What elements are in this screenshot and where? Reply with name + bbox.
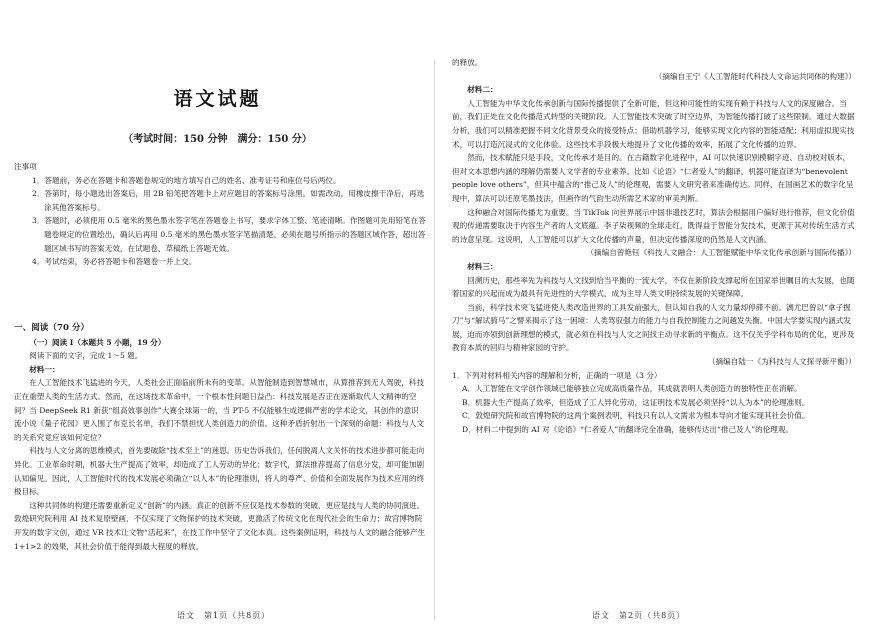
paragraph: 这种融合对国际传播尤为重要。当 TikTok 向世界展示中国非遗技艺时，算法会根据用户偏好进行推荐，但文化价值观的传递需要取决于内容生产者的人文底蕴。李子柒视频的全球走红，既得益于智能分发技术，更源于其对传统生活方式的诗意呈现。这说明，人工智能可以扩大文化传播的声量，但决定传播深度的仍然是人文内涵。: [452, 207, 855, 244]
source-citation: （摘编自王宁《人工智能时代科技人文命运共同体的构建》）: [654, 71, 856, 81]
paragraph: 当前，科学技术突飞猛进使人类改造世界的工具发前强大，但认知自我的人文力量却停滞不前。漓尤巴曾以“拿子握刀”与“解试骑马”之譬来揭示了这一困境：人类驾驭强力的能力与自我控制能力之间越发失衡。中国大学要实现内涵式发展，迫而亦领到创新理想的模式，就必须在科技与人文之间找主动寻求新的平衡点。这不仅关乎学科布局的优化，更涉及教育本质的回归与精神家园的守护。: [452, 302, 855, 353]
exam-title: 语文试题: [173, 88, 262, 110]
paragraph: 这种共同体的构建还需要重新定义“创新”的内涵。真正的创新不应仅是技术参数的突破，更应是技与人类的协同演进。敦煌研究院利用 AI 技术复原壁画，不仅实现了文物保护的技术突破，更激活了传统文化在现代社会的生命力；故宫博物院开发的数字文创，通过 VR 技术让文物“活起来”，在技工作中坚守了文化本真。这些案例证明，科技与人文的融合能够产生 1+1>2 的效果，其社会价值于能得到最大程度的释放。: [14, 500, 426, 551]
section-heading: 一、阅读（70 分）: [14, 323, 90, 333]
source-citation: （摘编自陆一《为科技与人文探寻新平衡》）: [707, 357, 856, 367]
notice-item: 2．答第时，每小题选出答案后，用 2B 铅笔把答题卡上对应题目的答案标号涂黑。如需改动，用橡皮擦干净后，再选涂其他答案标号。: [32, 189, 425, 212]
paragraph: 科技与人文分离的思维模式，首先要破除“技术至上”的迷思。历史告诉我们，任何脱离人文关怀的技术进步都可能走向异化。工业革命时期，机器大生产提高了效率，却造成了工人劳动的异化；数字代，算法推荐提高了信息分发，却可能加剧认知偏见。因此，人工智能时代的技术发展必须确立“以人本”的伦理准则，将人的尊严、价值和全面发展作为技术应用的终极目标。: [14, 446, 425, 497]
question-option: D．材料二中提到的 AI 对《论语》“仁者爱人”的翻译完全准确，能够传达出“推己及人”的伦理观。: [462, 425, 794, 435]
question-option: B．机器大生产提高了效率，但造成了工人异化劳动，这证明技术发展必须坚持“以人为本”的伦理准则。: [462, 397, 810, 407]
question-option: C．敦煌研究院和故宫博物院的这两个案例表明，科技只有以人文需求为根本导向才能实现其社会价值。: [462, 411, 810, 421]
material-label: 材料二：: [467, 85, 498, 95]
exam-subtitle: （考试时间：150 分钟 满分：150 分）: [123, 134, 312, 145]
notice-item: 1．答题前，务必在答题卡和答题卷规定的地方填写自己的姓名、准考证号和座位号后两位。: [32, 175, 341, 185]
notice-header: 注事项: [14, 162, 37, 171]
paragraph: 在人工智能技术飞猛进的今天，人类社会正面临前所未有的变革。从智能制造到智慧城市，从算推荐到无人驾驶，科技正在重塑人类的生活方式。然而，在这场技术革命中，一个根本性问题日益凸：科技发展是否正在逐渐取代人文精神的空间？当 DeepSeek R1 新获“组高效事创作”大赛全球第一的，当 PT-5 不仅能够生成逻辑严密的学术论文，其创作的意识流小说《量子花园》更入围了布克长名单，我们不禁担忧人类创造力的价值。这种矛盾折射出一个深刻的命题：科技与人文的关系究竟应该如何定位？: [14, 378, 425, 442]
notice-item: 4．考试结束，务必将答题卡和答题卷一并上交。: [32, 257, 197, 267]
subsection-heading: （一）阅读 Ⅰ（本题共 5 小题，19 分）: [29, 337, 166, 347]
paragraph: 回溯历史，那些率先为科技与人文找到恰当平衡的一流大学，不仅在新阶段支撑起所在国家举世瞩目的大发展，也随着国家的兴起而成为最具有先进性的大学模式，成为主导人类文明持续发展的关键保障。: [452, 275, 855, 299]
right-top-block: [452, 56, 856, 437]
instruction: 阅读下面的文字，完成 1～5 题。: [29, 351, 143, 361]
continuation-text: 的释放。: [452, 58, 483, 67]
material-label: 材料一：: [29, 364, 60, 374]
question-stem: 1．下列对材料相关内容的理解和分析，正确的一项是（3 分）: [452, 370, 662, 380]
source-citation: （摘编自曾艳钰《科技人文融合：人工智能赋能中华文化传承创新与国际传播》）: [586, 248, 856, 258]
notice-item: 3．答题时，必须使用 0.5 毫米的黑色墨水签字笔在答题卷上书写，要求字体工整、笔迹清晰。作图题可先用铅笔在答题卷规定的位置绘出，确认后再用 0.5 毫米的黑色墨水签字笔描清楚。必须在题号所指示的答题区域作答，超出答题区域书写的答案无效，在试题卷、草稿纸上答题无效。: [32, 216, 426, 253]
paragraph: 然而，技术赋能只是手段，文化传承才是目的。在古籍数字化进程中，AI 可以快速识别模糊字迹、自动校对版本，但对文本思想内涵的理解仍需要人文学者的专业素养。比如《论语》“仁者爱人”的翻译，机器可能直译为“benevolent people love others”，但其中蕴含的“推己及人”的伦理观，需要人文研究者来准确传达。同样，在国画艺术的数字化呈现中，算法可以还原笔墨技法，但画作的气韵生动所需艺术家的审美判断。: [452, 153, 854, 203]
material-label: 材料三：: [467, 261, 498, 271]
reading-block: [14, 322, 426, 553]
page-footer-left: 语文 第1页（共8页）: [177, 611, 271, 620]
question-option: A．人工智能在文学创作领域已能够独立完成高质量作品，其成就表明人类创造力的独特性正在消解。: [462, 384, 802, 394]
page-footer-right: 语文 第2页（共8页）: [592, 611, 686, 620]
paragraph: 人工智能为中华文化传承创新与国际传播提供了全新可能，但这种可能性的实现有赖于科技与人文的深度融合。当前，我们正处在文化传播范式转型的关键阶段。人工智能技术突破了时空边界，为智能传播打破了这些限制。通过大数据分析，我们可以精准把握不同文化背景受众的接受特点；借助机器学习，能够实现文化内容的智能适配；利用虚拟现实技术，可以打造沉浸式的文化体验。这些技术手段极大地提升了文化传播的效率，拓展了文化传播的边界。: [452, 98, 855, 149]
notices-block: [14, 160, 426, 269]
